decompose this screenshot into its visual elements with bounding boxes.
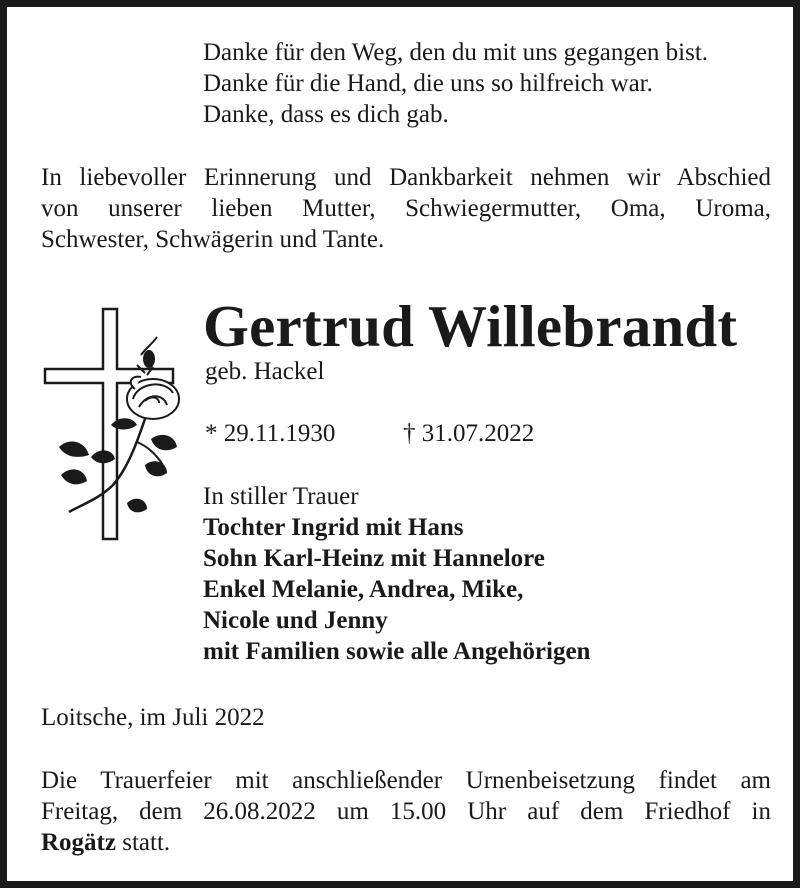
farewell-line: Schwester, Schwägerin und Tante. [41,226,385,253]
service-line [41,827,771,858]
place-and-date: Loitsche, im Juli 2022 [41,704,265,731]
deceased-name: Gertrud Willebrandt [203,293,738,359]
service-details [41,765,771,858]
poem-line: Danke, dass es dich gab. [203,101,449,128]
poem-line: Danke für den Weg, den du mit uns gegangen bist. [203,39,709,66]
service-line: Freitag, dem 26.08.2022 um 15.00 Uhr auf dem Friedhof in [41,798,771,825]
mourner-line: Enkel Melanie, Andrea, Mike, [203,576,524,603]
mourners-heading: In stiller Trauer [203,483,359,510]
service-tail: statt. [115,829,171,856]
farewell-text [41,162,771,255]
mourners-list [203,481,590,667]
cemetery-location: Rogätz [41,829,116,856]
death-date: † 31.07.2022 [403,420,535,447]
birth-name: geb. Hackel [205,358,325,385]
cross-with-rose-icon [41,307,191,542]
mourner-line: Nicole und Jenny [203,607,388,634]
mourner-line: Sohn Karl-Heinz mit Hannelore [203,545,545,572]
poem [203,37,708,130]
farewell-line: von unserer lieben Mutter, Schwiegermutter, Oma, Uroma, [41,195,771,222]
life-dates [205,418,535,449]
service-line: Die Trauerfeier mit anschließender Urnenbeisetzung findet am [41,767,771,794]
farewell-line: In liebevoller Erinnerung und Dankbarkeit nehmen wir Abschied [41,164,771,191]
poem-line: Danke für die Hand, die uns so hilfreich war. [203,70,653,97]
birth-date: * 29.11.1930 [205,420,336,447]
mourner-line: mit Familien sowie alle Angehörigen [203,638,591,665]
mourner-line: Tochter Ingrid mit Hans [203,514,464,541]
